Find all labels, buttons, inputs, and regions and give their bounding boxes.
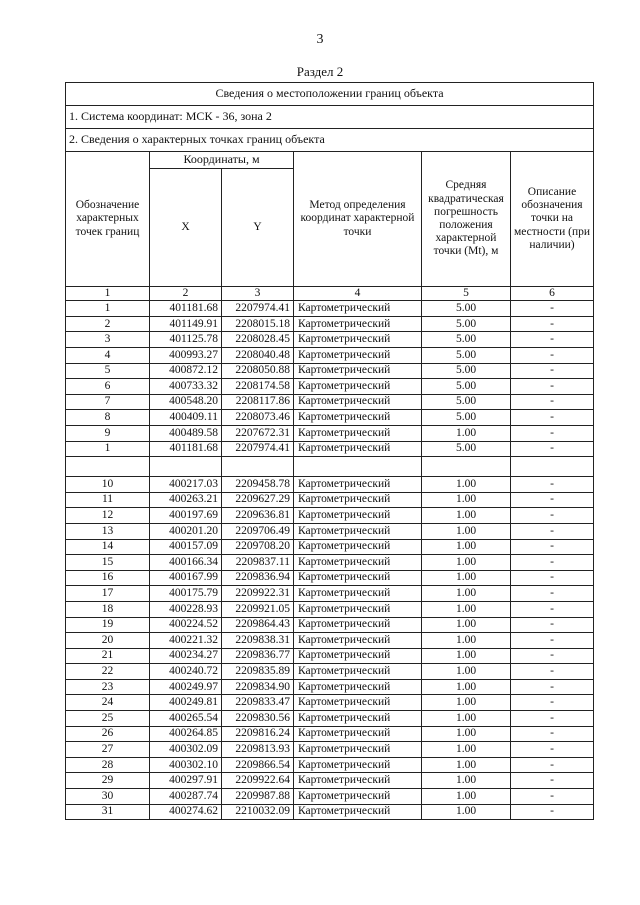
description-cell: -: [511, 523, 594, 539]
table-row: [66, 332, 594, 348]
column-number-row: [66, 287, 594, 301]
x-coordinate-cell: 400240.72: [150, 664, 222, 680]
point-number-cell: 24: [66, 695, 150, 711]
description-cell: -: [511, 570, 594, 586]
boundary-points-table: [65, 82, 594, 820]
y-coordinate-cell: 2209458.78: [222, 477, 294, 493]
x-coordinate-cell: 400224.52: [150, 617, 222, 633]
x-coordinate-cell: 400872.12: [150, 363, 222, 379]
error-cell: 1.00: [422, 726, 511, 742]
description-cell: -: [511, 633, 594, 649]
error-cell: 1.00: [422, 757, 511, 773]
x-coordinate-cell: 400201.20: [150, 523, 222, 539]
y-coordinate-cell: 2209835.89: [222, 664, 294, 680]
y-coordinate-cell: 2208040.48: [222, 348, 294, 364]
description-cell: -: [511, 477, 594, 493]
method-cell: Картометрический: [294, 586, 422, 602]
x-coordinate-cell: 400265.54: [150, 711, 222, 727]
point-number-cell: 20: [66, 633, 150, 649]
x-coordinate-cell: 400302.10: [150, 757, 222, 773]
method-cell: Картометрический: [294, 570, 422, 586]
y-coordinate-cell: 2207974.41: [222, 441, 294, 457]
error-cell: 1.00: [422, 648, 511, 664]
table-row: [66, 441, 594, 457]
empty-cell: [222, 457, 294, 477]
error-cell: 1.00: [422, 679, 511, 695]
description-cell: -: [511, 617, 594, 633]
empty-cell: [422, 457, 511, 477]
description-cell: -: [511, 555, 594, 571]
coordinate-system: 1. Система координат: МСК - 36, зона 2: [66, 106, 594, 129]
col-header-x: X: [150, 169, 222, 287]
description-cell: -: [511, 586, 594, 602]
x-coordinate-cell: 400733.32: [150, 379, 222, 395]
x-coordinate-cell: 400228.93: [150, 601, 222, 617]
description-cell: -: [511, 348, 594, 364]
y-coordinate-cell: 2209922.31: [222, 586, 294, 602]
description-cell: -: [511, 492, 594, 508]
method-cell: Картометрический: [294, 773, 422, 789]
section-title: Раздел 2: [296, 64, 344, 79]
description-cell: -: [511, 757, 594, 773]
table-row: [66, 425, 594, 441]
error-cell: 5.00: [422, 316, 511, 332]
x-coordinate-cell: 400297.91: [150, 773, 222, 789]
method-cell: Картометрический: [294, 757, 422, 773]
table-row: [66, 586, 594, 602]
point-number-cell: 1: [66, 441, 150, 457]
description-cell: -: [511, 601, 594, 617]
error-cell: 1.00: [422, 477, 511, 493]
x-coordinate-cell: 400249.97: [150, 679, 222, 695]
point-number-cell: 14: [66, 539, 150, 555]
x-coordinate-cell: 400489.58: [150, 425, 222, 441]
column-number: 5: [422, 287, 511, 301]
y-coordinate-cell: 2209816.24: [222, 726, 294, 742]
error-cell: 1.00: [422, 742, 511, 758]
error-cell: 5.00: [422, 410, 511, 426]
x-coordinate-cell: 400263.21: [150, 492, 222, 508]
table-row: [66, 379, 594, 395]
method-cell: Картометрический: [294, 648, 422, 664]
x-coordinate-cell: 401125.78: [150, 332, 222, 348]
description-cell: -: [511, 301, 594, 317]
error-cell: 1.00: [422, 633, 511, 649]
y-coordinate-cell: 2209706.49: [222, 523, 294, 539]
description-cell: -: [511, 773, 594, 789]
col-header-description: Описание обозначения точки на местности (при наличии): [511, 152, 594, 287]
method-cell: Картометрический: [294, 695, 422, 711]
method-cell: Картометрический: [294, 555, 422, 571]
y-coordinate-cell: 2207974.41: [222, 301, 294, 317]
y-coordinate-cell: 2209636.81: [222, 508, 294, 524]
point-number-cell: 6: [66, 379, 150, 395]
method-cell: Картометрический: [294, 804, 422, 820]
description-cell: -: [511, 332, 594, 348]
method-cell: Картометрический: [294, 316, 422, 332]
x-coordinate-cell: 400287.74: [150, 789, 222, 805]
table-row: [66, 492, 594, 508]
table-row: [66, 508, 594, 524]
y-coordinate-cell: 2209922.64: [222, 773, 294, 789]
x-coordinate-cell: 400175.79: [150, 586, 222, 602]
description-cell: -: [511, 363, 594, 379]
point-number-cell: 4: [66, 348, 150, 364]
x-coordinate-cell: 400197.69: [150, 508, 222, 524]
x-coordinate-cell: 400264.85: [150, 726, 222, 742]
method-cell: Картометрический: [294, 633, 422, 649]
table-row: [66, 679, 594, 695]
y-coordinate-cell: 2209838.31: [222, 633, 294, 649]
y-coordinate-cell: 2209836.77: [222, 648, 294, 664]
method-cell: Картометрический: [294, 301, 422, 317]
description-cell: -: [511, 410, 594, 426]
empty-cell: [511, 457, 594, 477]
col-header-designation: Обозначение характерных точек границ: [66, 152, 150, 287]
y-coordinate-cell: 2208073.46: [222, 410, 294, 426]
error-cell: 5.00: [422, 301, 511, 317]
table-row: [66, 477, 594, 493]
method-cell: Картометрический: [294, 539, 422, 555]
method-cell: Картометрический: [294, 348, 422, 364]
error-cell: 5.00: [422, 363, 511, 379]
x-coordinate-cell: 400221.32: [150, 633, 222, 649]
description-cell: -: [511, 789, 594, 805]
description-cell: -: [511, 316, 594, 332]
error-cell: 1.00: [422, 711, 511, 727]
error-cell: 1.00: [422, 425, 511, 441]
column-number: 6: [511, 287, 594, 301]
table-row: [66, 726, 594, 742]
point-number-cell: 22: [66, 664, 150, 680]
description-cell: -: [511, 679, 594, 695]
table-row: [66, 555, 594, 571]
y-coordinate-cell: 2209834.90: [222, 679, 294, 695]
table-row: [66, 804, 594, 820]
point-number-cell: 1: [66, 301, 150, 317]
y-coordinate-cell: 2209836.94: [222, 570, 294, 586]
table-row: [66, 410, 594, 426]
col-header-y: Y: [222, 169, 294, 287]
method-cell: Картометрический: [294, 363, 422, 379]
x-coordinate-cell: 400274.62: [150, 804, 222, 820]
empty-cell: [150, 457, 222, 477]
error-cell: 1.00: [422, 586, 511, 602]
x-coordinate-cell: 400157.09: [150, 539, 222, 555]
error-cell: 1.00: [422, 601, 511, 617]
table-row: [66, 601, 594, 617]
description-cell: -: [511, 804, 594, 820]
x-coordinate-cell: 400409.11: [150, 410, 222, 426]
page-number: 3: [316, 32, 324, 47]
point-number-cell: 7: [66, 394, 150, 410]
error-cell: 5.00: [422, 348, 511, 364]
y-coordinate-cell: 2209708.20: [222, 539, 294, 555]
point-number-cell: 18: [66, 601, 150, 617]
column-number: 4: [294, 287, 422, 301]
table-row: [66, 664, 594, 680]
table-row: [66, 363, 594, 379]
y-coordinate-cell: 2208015.18: [222, 316, 294, 332]
point-number-cell: 31: [66, 804, 150, 820]
x-coordinate-cell: 400234.27: [150, 648, 222, 664]
method-cell: Картометрический: [294, 742, 422, 758]
method-cell: Картометрический: [294, 441, 422, 457]
description-cell: -: [511, 441, 594, 457]
point-number-cell: 28: [66, 757, 150, 773]
table-row: [66, 394, 594, 410]
point-number-cell: 12: [66, 508, 150, 524]
col-header-error: Средняя квадратическая погрешность положения характерной точки (Mt), м: [422, 152, 511, 287]
table-row: [66, 789, 594, 805]
table-row: [66, 617, 594, 633]
point-number-cell: 2: [66, 316, 150, 332]
y-coordinate-cell: 2209627.29: [222, 492, 294, 508]
empty-cell: [66, 457, 150, 477]
y-coordinate-cell: 2209837.11: [222, 555, 294, 571]
y-coordinate-cell: 2208028.45: [222, 332, 294, 348]
table-row: [66, 633, 594, 649]
point-number-cell: 10: [66, 477, 150, 493]
description-cell: -: [511, 648, 594, 664]
column-number: 1: [66, 287, 150, 301]
table-row: [66, 570, 594, 586]
method-cell: Картометрический: [294, 477, 422, 493]
method-cell: Картометрический: [294, 664, 422, 680]
point-number-cell: 13: [66, 523, 150, 539]
description-cell: -: [511, 379, 594, 395]
x-coordinate-cell: 400993.27: [150, 348, 222, 364]
error-cell: 5.00: [422, 441, 511, 457]
error-cell: 1.00: [422, 804, 511, 820]
y-coordinate-cell: 2208117.86: [222, 394, 294, 410]
point-number-cell: 25: [66, 711, 150, 727]
point-number-cell: 9: [66, 425, 150, 441]
description-cell: -: [511, 425, 594, 441]
table-row: [66, 742, 594, 758]
y-coordinate-cell: 2209921.05: [222, 601, 294, 617]
point-number-cell: 5: [66, 363, 150, 379]
method-cell: Картометрический: [294, 410, 422, 426]
method-cell: Картометрический: [294, 394, 422, 410]
table-row: [66, 648, 594, 664]
y-coordinate-cell: 2209813.93: [222, 742, 294, 758]
x-coordinate-cell: 400249.81: [150, 695, 222, 711]
y-coordinate-cell: 2209833.47: [222, 695, 294, 711]
x-coordinate-cell: 400167.99: [150, 570, 222, 586]
method-cell: Картометрический: [294, 508, 422, 524]
method-cell: Картометрический: [294, 523, 422, 539]
method-cell: Картометрический: [294, 726, 422, 742]
table-row: [66, 773, 594, 789]
error-cell: 1.00: [422, 492, 511, 508]
y-coordinate-cell: 2207672.31: [222, 425, 294, 441]
error-cell: 1.00: [422, 695, 511, 711]
table-title: Сведения о местоположении границ объекта: [66, 83, 594, 106]
point-number-cell: 15: [66, 555, 150, 571]
x-coordinate-cell: 401149.91: [150, 316, 222, 332]
y-coordinate-cell: 2209864.43: [222, 617, 294, 633]
error-cell: 5.00: [422, 332, 511, 348]
description-cell: -: [511, 695, 594, 711]
x-coordinate-cell: 400302.09: [150, 742, 222, 758]
y-coordinate-cell: 2210032.09: [222, 804, 294, 820]
point-number-cell: 30: [66, 789, 150, 805]
description-cell: -: [511, 711, 594, 727]
method-cell: Картометрический: [294, 601, 422, 617]
error-cell: 1.00: [422, 570, 511, 586]
table-row: [66, 316, 594, 332]
description-cell: -: [511, 742, 594, 758]
group-separator-row: [66, 457, 594, 477]
point-number-cell: 27: [66, 742, 150, 758]
method-cell: Картометрический: [294, 332, 422, 348]
y-coordinate-cell: 2209830.56: [222, 711, 294, 727]
x-coordinate-cell: 400548.20: [150, 394, 222, 410]
error-cell: 5.00: [422, 394, 511, 410]
y-coordinate-cell: 2208050.88: [222, 363, 294, 379]
error-cell: 1.00: [422, 789, 511, 805]
description-cell: -: [511, 539, 594, 555]
table-row: [66, 711, 594, 727]
table-row: [66, 348, 594, 364]
point-number-cell: 11: [66, 492, 150, 508]
error-cell: 1.00: [422, 555, 511, 571]
point-number-cell: 17: [66, 586, 150, 602]
point-number-cell: 8: [66, 410, 150, 426]
method-cell: Картометрический: [294, 679, 422, 695]
col-header-method: Метод определения координат характерной точки: [294, 152, 422, 287]
error-cell: 1.00: [422, 508, 511, 524]
y-coordinate-cell: 2209866.54: [222, 757, 294, 773]
column-number: 3: [222, 287, 294, 301]
y-coordinate-cell: 2208174.58: [222, 379, 294, 395]
x-coordinate-cell: 400217.03: [150, 477, 222, 493]
table-row: [66, 539, 594, 555]
table-row: [66, 523, 594, 539]
point-number-cell: 3: [66, 332, 150, 348]
method-cell: Картометрический: [294, 789, 422, 805]
x-coordinate-cell: 400166.34: [150, 555, 222, 571]
error-cell: 1.00: [422, 539, 511, 555]
x-coordinate-cell: 401181.68: [150, 441, 222, 457]
error-cell: 1.00: [422, 664, 511, 680]
description-cell: -: [511, 508, 594, 524]
point-number-cell: 21: [66, 648, 150, 664]
table-row: [66, 695, 594, 711]
table-row: [66, 301, 594, 317]
y-coordinate-cell: 2209987.88: [222, 789, 294, 805]
method-cell: Картометрический: [294, 617, 422, 633]
x-coordinate-cell: 401181.68: [150, 301, 222, 317]
error-cell: 1.00: [422, 773, 511, 789]
table-row: [66, 757, 594, 773]
empty-cell: [294, 457, 422, 477]
method-cell: Картометрический: [294, 379, 422, 395]
point-number-cell: 16: [66, 570, 150, 586]
method-cell: Картометрический: [294, 711, 422, 727]
error-cell: 1.00: [422, 523, 511, 539]
point-number-cell: 29: [66, 773, 150, 789]
point-number-cell: 19: [66, 617, 150, 633]
column-number: 2: [150, 287, 222, 301]
error-cell: 5.00: [422, 379, 511, 395]
error-cell: 1.00: [422, 617, 511, 633]
description-cell: -: [511, 726, 594, 742]
point-number-cell: 26: [66, 726, 150, 742]
description-cell: -: [511, 664, 594, 680]
description-cell: -: [511, 394, 594, 410]
point-number-cell: 23: [66, 679, 150, 695]
points-section-header: 2. Сведения о характерных точках границ объекта: [66, 129, 594, 152]
method-cell: Картометрический: [294, 492, 422, 508]
method-cell: Картометрический: [294, 425, 422, 441]
col-header-coordinates: Координаты, м: [150, 152, 294, 169]
